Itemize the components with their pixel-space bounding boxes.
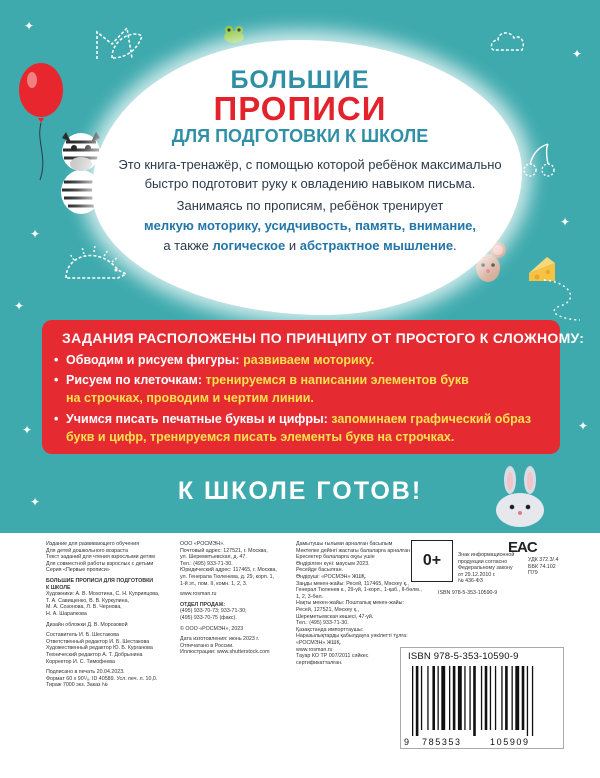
task-goal: развиваем моторику. — [243, 353, 375, 367]
barcode-bar — [505, 666, 508, 730]
imprint-line: © ООО «РОСМЭН», 2023 — [180, 625, 244, 632]
barcode-bar — [432, 666, 435, 730]
barcode-bar — [449, 666, 450, 730]
imprint-line: Дизайн обложки Д. В. Морозовой — [46, 621, 128, 628]
imprint-line: Формат 60 x 90¹/₈. ID 40589. Усл. печ. л. 10,0. — [46, 675, 158, 682]
imprint-line: Ресейде басылған. — [296, 567, 343, 574]
imprint-line: ул. Генерала Тюленева, д. 29, корп. 1, — [180, 573, 275, 580]
imprint-line: Т. А. Савищенко, В. В. Куркулина, — [46, 597, 129, 604]
barcode-digits-left: 785353 — [422, 737, 462, 747]
barcode-bar — [495, 666, 496, 730]
intro-line: быстро подготовит руку к овладению навыком письма. — [144, 176, 476, 191]
barcode-bar — [427, 666, 428, 730]
barcode-bar — [481, 666, 482, 730]
imprint-line: Шереметьевская көшесі, 47-үй. — [296, 613, 374, 620]
imprint-line: Ответственный редактор И. Б. Шестакова — [46, 638, 150, 645]
barcode-bar — [512, 666, 513, 730]
title-line-2: ПРОПИСИ — [213, 90, 387, 127]
imprint-line: Художники: А. В. Мохотина, С. Н. Куприяцова, — [46, 591, 160, 598]
imprint-line: Иллюстрации: www.shutterstock.com — [180, 649, 270, 656]
barcode-bar — [532, 666, 533, 736]
isbn-small: ISBN 978-5-353-10590-9 — [438, 590, 498, 596]
imprint-line: «РОСМЭН» ЖШҚ. — [296, 639, 342, 646]
barcode-bar — [458, 666, 462, 730]
imprint-line: www.rosman.ru — [180, 591, 217, 598]
barcode-bar — [453, 666, 456, 730]
imprint-line: Издание для развивающего обучения — [46, 541, 140, 547]
imprint-line: (495) 933-70-73; 933-71-30; — [180, 608, 247, 615]
title-line-1: БОЛЬШИЕ — [230, 66, 370, 94]
udk-codes — [528, 557, 578, 577]
imprint-line: УДК 372.3/.4 — [528, 557, 559, 563]
star-icon: ✦ — [22, 423, 33, 437]
imprint-line: П79 — [528, 570, 538, 577]
imprint-line: Текст заданий для чтения взрослыми детям — [46, 554, 155, 561]
barcode-bar — [421, 666, 422, 730]
bullet-icon: • — [54, 353, 59, 367]
barcode-icon — [412, 666, 554, 736]
imprint-line: Дата изготовления: июнь 2023 г. — [180, 636, 260, 643]
imprint-line: К ШКОЛЕ — [46, 584, 71, 591]
star-icon: ✦ — [24, 19, 35, 33]
isbn-label: ISBN 978-5-353-10590-9 — [408, 651, 519, 662]
training-text — [110, 196, 510, 256]
training-word: и — [288, 238, 297, 253]
task-goal: запоминаем графический образ — [331, 412, 532, 426]
training-line: Занимаясь по прописям, ребёнок тренирует — [176, 198, 444, 213]
training-dot: . — [453, 238, 457, 253]
imprint-line: сертификатталған. — [296, 659, 343, 666]
imprint-line: Наразылықтарды қабылдауға уәкілетті тұлға: — [296, 633, 408, 640]
imprint-line: Н. А. Шарапкова — [46, 610, 87, 617]
task-goal: на строчках, проводим и чертим линии. — [66, 391, 314, 405]
barcode-bar — [438, 666, 439, 730]
eac-mark: EAC — [508, 539, 537, 556]
barcode-bar — [469, 666, 470, 730]
imprint-line: Генерал Тюленев к., 29-үй, 1-корп., 1-қаб., II-бөлм., — [296, 587, 422, 594]
imprint-line: Ресей, 127521, Мәскеу қ., — [296, 606, 360, 613]
imprint-line: Федеральному закону — [458, 565, 513, 572]
logic-highlight: логическое — [212, 238, 286, 253]
task-goal: тренируемся в написании элементов букв — [205, 373, 469, 387]
imprint-line: Отпечатано в России. — [180, 642, 234, 649]
imprint-line: от 29.12.2010 г. — [458, 571, 496, 578]
training-line — [110, 236, 510, 256]
age-rating-note — [458, 552, 515, 585]
imprint-line: Тауар КО ТР 007/2011 сәйкес — [296, 653, 369, 660]
imprint-column-1 — [46, 541, 186, 689]
title-line-3: ДЛЯ ПОДГОТОВКИ К ШКОЛЕ — [171, 126, 429, 146]
bullet-icon: • — [54, 373, 59, 387]
imprint-line: www.rosman.ru — [296, 646, 333, 653]
imprint-line: 1-й эт., пом. II, комн. 1, 2, 3. — [180, 580, 248, 587]
imprint-column-2 — [180, 541, 290, 656]
age-rating-badge: 0+ — [411, 540, 453, 582]
abstract-highlight: абстрактное мышление — [299, 238, 454, 253]
imprint-line: Өндірілген күні: маусым 2023. — [296, 560, 370, 567]
imprint-line: 1, 2, 3-бөл. — [296, 593, 324, 600]
star-icon: ✦ — [30, 227, 41, 241]
barcode-bar — [464, 666, 465, 730]
imprint-line: Тел.: (495) 933-71-30. — [296, 620, 349, 627]
barcode-bar — [501, 666, 502, 730]
imprint-line: Составитель И. Б. Шестакова — [46, 632, 119, 639]
imprint-line: Қазақстанда импорттаушы: — [296, 626, 364, 633]
task-item — [54, 371, 469, 389]
intro-text — [110, 155, 510, 193]
imprint-line: (495) 933-70-75 (факс). — [180, 614, 237, 621]
barcode-bar — [527, 666, 528, 736]
imprint-line: № 436-ФЗ — [458, 578, 483, 585]
imprint-line: ОТДЕЛ ПРОДАЖ: — [180, 601, 226, 608]
imprint-column-3 — [296, 541, 422, 666]
imprint-line: Тираж 7000 экз. Заказ № — [46, 682, 108, 689]
bullet-icon: • — [54, 412, 59, 426]
task-label: Учимся писать печатные буквы и цифры: — [66, 412, 328, 426]
imprint-line: Подписано в печать 20.04.2023. — [46, 669, 125, 676]
string-doodle-icon — [540, 276, 586, 324]
imprint-line: Художественный редактор Ю. Б. Курганова — [46, 645, 153, 652]
imprint-line: М. А. Созонова, Л. В. Чернова, — [46, 604, 122, 611]
star-icon: ✦ — [572, 47, 583, 61]
star-icon: ✦ — [30, 495, 41, 509]
task-goal: букв и цифр, тренируемся писать элементы букв на строчках. — [66, 430, 455, 444]
frog-icon — [222, 24, 246, 44]
barcode-bar — [490, 666, 491, 730]
imprint-line: Өндіруші: «РОСМЭН» ЖШҚ. — [296, 573, 367, 580]
task-item — [54, 351, 375, 369]
imprint-line: Ересектер балаларға оқуы үшін — [296, 554, 375, 561]
task-label: Обводим и рисуем фигуры: — [66, 353, 240, 367]
training-line — [110, 216, 510, 236]
motto: К ШКОЛЕ ГОТОВ! — [177, 477, 423, 505]
imprint-line: ООО «РОСМЭН». — [180, 541, 225, 547]
task-item-continued — [66, 389, 314, 407]
barcode-digit-lead: 9 — [404, 737, 411, 747]
imprint-line: Технический редактор А. Т. Добрынина — [46, 651, 143, 658]
imprint-line: Корректор И. С. Тимофеева — [46, 658, 115, 665]
star-icon: ✦ — [560, 215, 571, 229]
star-icon: ✦ — [578, 419, 589, 433]
intro-line: Это книга-тренажёр, с помощью которой ребёнок максимально — [118, 157, 502, 172]
barcode-bar — [441, 666, 445, 730]
imprint-line: Знак информационной — [458, 552, 515, 558]
imprint-line: Тел.: (495) 933-71-30. — [180, 560, 233, 567]
imprint-line: Дамытушы ғылыми арналған басылым — [296, 541, 393, 547]
barcode-bar — [515, 666, 519, 730]
imprint-line: Для детей дошкольного возраста — [46, 547, 128, 554]
barcode-bar — [473, 666, 476, 736]
cloud-doodle-icon — [488, 26, 528, 56]
imprint-line: Нақты мекен-жайы: Пошталық мекен-жайы: — [296, 600, 404, 607]
leaf-doodle-icon — [108, 28, 148, 64]
barcode-bar — [416, 666, 419, 736]
imprint-line: продукции согласно — [458, 558, 508, 565]
barcode-bar — [412, 666, 413, 736]
barcode-bar — [485, 666, 488, 730]
imprint-line: Юридический адрес: 117465, г. Москва, — [180, 567, 277, 574]
imprint-line: Почтовый адрес: 127521, г. Москва, — [180, 547, 268, 554]
imprint-line: Заңды мекен-жайы: Ресей, 117465, Мәскеу қ., — [296, 580, 409, 587]
star-icon: ✦ — [14, 299, 25, 313]
imprint-line: Серия «Первые прописи» — [46, 567, 110, 574]
imprint-line: Мектепке дейінгі жастағы балаларға арналған — [296, 547, 410, 554]
imprint-line: Для совместной работы взрослых с детьми — [46, 560, 154, 567]
imprint-line: ул. Шереметьевская, д. 47. — [180, 554, 247, 561]
task-item — [54, 410, 532, 428]
skills-highlight: мелкую моторику, усидчивость, память, внимание, — [143, 218, 477, 233]
task-item-continued — [66, 428, 454, 446]
barcode-bar — [522, 666, 525, 730]
barcode-digits-right: 105909 — [490, 737, 530, 747]
imprint-line: БОЛЬШИЕ ПРОПИСИ ДЛЯ ПОДГОТОВКИ — [46, 577, 154, 584]
tasks-title: ЗАДАНИЯ РАСПОЛОЖЕНЫ ПО ПРИНЦИПУ ОТ ПРОСТОГО К СЛОЖНОМУ: — [62, 330, 585, 346]
training-word: а также — [163, 238, 209, 253]
task-label: Рисуем по клеточкам: — [66, 373, 203, 387]
imprint-line: ББК 74.102 — [528, 563, 556, 570]
